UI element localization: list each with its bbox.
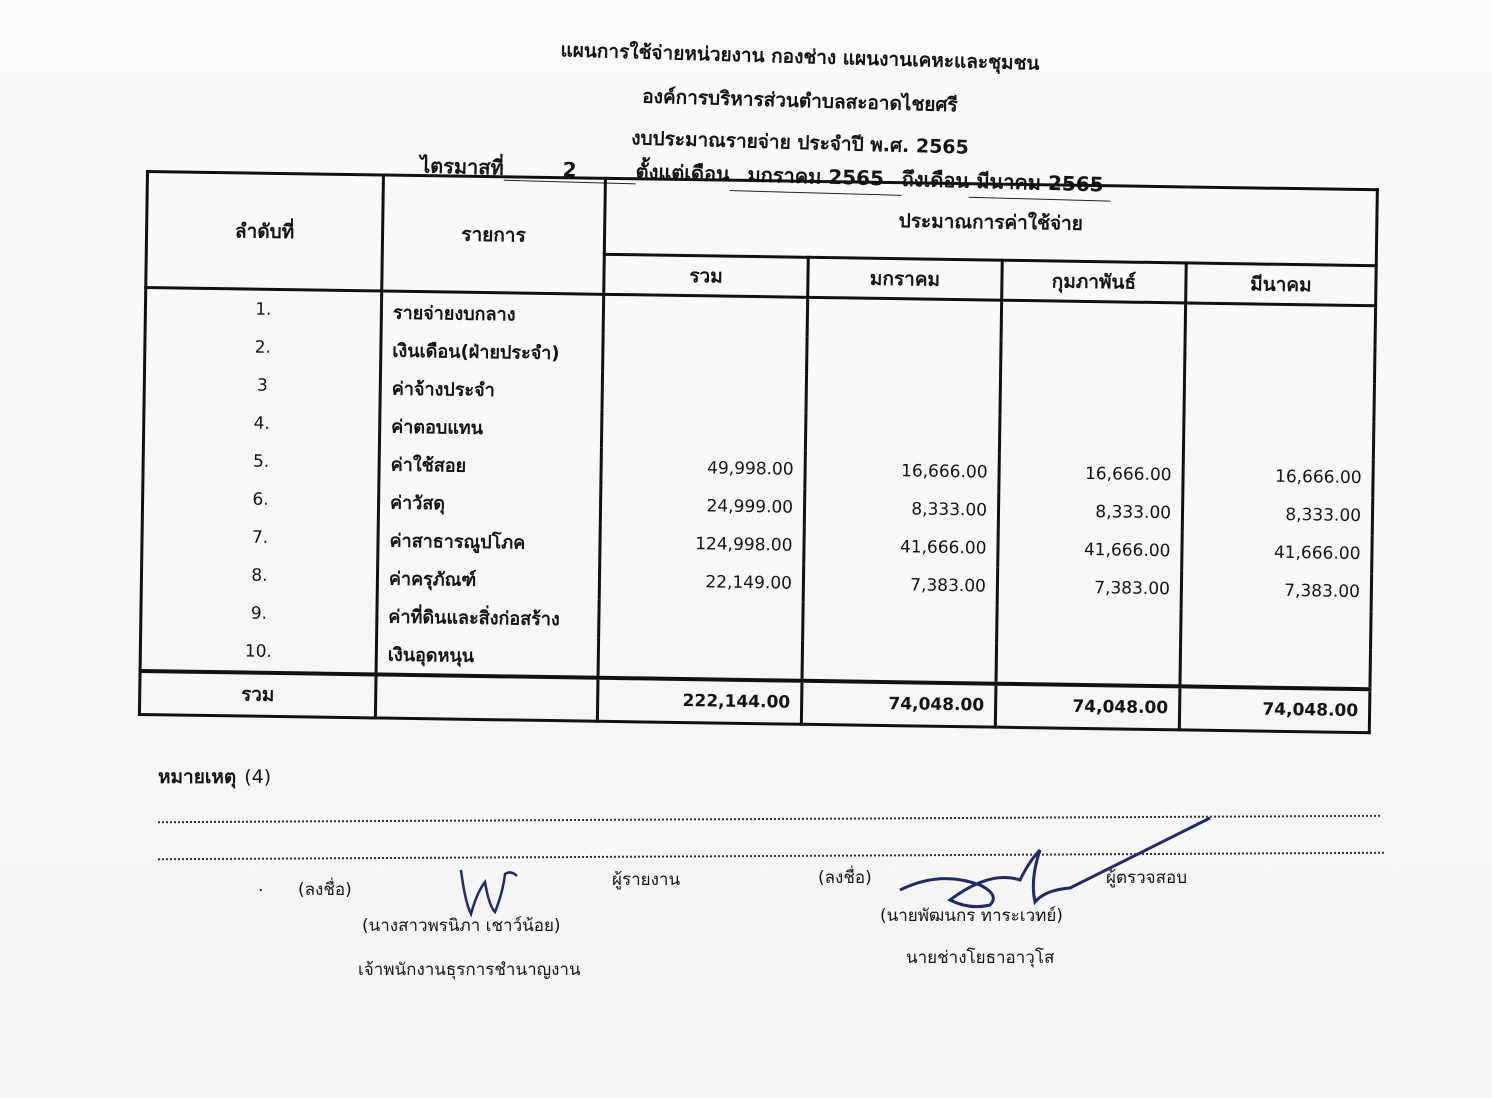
- row-feb: 7,383.00: [997, 568, 1182, 609]
- right-sign-label: (ลงชื่อ): [818, 868, 872, 888]
- total-sum: 222,144.00: [597, 678, 802, 725]
- row-jan: [805, 413, 1000, 454]
- col-header-index: ลำดับที่: [146, 172, 384, 291]
- total-jan: 74,048.00: [801, 681, 996, 727]
- left-name: (นางสาวพรนิภา เชาว์น้อย): [362, 916, 561, 936]
- row-feb: [1000, 378, 1185, 419]
- row-item: ค่าที่ดินและสิ่งก่อสร้าง: [377, 596, 600, 637]
- row-jan: 8,333.00: [804, 489, 999, 530]
- row-total: 24,999.00: [600, 486, 805, 527]
- sign-bullet: .: [258, 876, 264, 896]
- row-item: เงินอุดหนุน: [376, 634, 599, 677]
- col-header-mar: มีนาคม: [1186, 263, 1377, 306]
- row-item: ค่าครุภัณฑ์: [377, 558, 600, 599]
- row-feb: [1001, 340, 1186, 381]
- col-header-jan: มกราคม: [808, 257, 1003, 300]
- from-label: ตั้งแต่เดือน: [635, 159, 731, 187]
- row-mar: [1184, 380, 1375, 421]
- row-feb: [997, 606, 1182, 647]
- row-jan: 41,666.00: [804, 527, 999, 568]
- row-mar: [1184, 342, 1375, 383]
- row-mar: [1181, 608, 1372, 649]
- row-total: [598, 638, 803, 681]
- row-item: ค่าตอบแทน: [379, 406, 602, 447]
- to-value: มีนาคม 2565: [969, 165, 1112, 202]
- left-role: ผู้รายงาน: [612, 870, 681, 890]
- row-mar: 8,333.00: [1182, 494, 1373, 535]
- row-item: ค่าจ้างประจำ: [380, 369, 603, 410]
- quarter-value: 2: [503, 156, 636, 185]
- col-header-feb: กุมภาพันธ์: [1002, 260, 1187, 303]
- row-index: 6.: [142, 479, 379, 520]
- row-index: 8.: [141, 555, 378, 596]
- from-value: มกราคม 2565: [729, 158, 902, 196]
- row-total: [602, 372, 807, 413]
- col-header-estimate: ประมาณการค่าใช้จ่าย: [604, 178, 1377, 265]
- row-feb: 41,666.00: [998, 530, 1183, 571]
- left-title: เจ้าพนักงานธุรการชำนาญงาน: [358, 960, 581, 980]
- row-index: 1.: [145, 288, 382, 331]
- row-item: ค่าวัสดุ: [378, 482, 601, 523]
- total-feb: 74,048.00: [995, 684, 1180, 730]
- row-mar: 7,383.00: [1181, 570, 1372, 611]
- row-index: 5.: [143, 441, 380, 482]
- col-header-total: รวม: [604, 254, 809, 297]
- row-total: 22,149.00: [599, 562, 804, 603]
- row-jan: [807, 337, 1002, 378]
- row-total: [603, 294, 808, 337]
- row-mar: 16,666.00: [1183, 456, 1374, 497]
- header-budget-year: งบประมาณรายจ่าย ประจำปี พ.ศ. 2565: [630, 127, 970, 159]
- row-mar: [1185, 303, 1376, 345]
- total-mar: 74,048.00: [1179, 686, 1370, 732]
- left-sign-label: (ลงชื่อ): [298, 880, 352, 900]
- row-item: ค่าใช้สอย: [379, 444, 602, 485]
- remarks-value: (4): [244, 766, 272, 788]
- row-mar: [1183, 418, 1374, 459]
- right-title: นายช่างโยธาอาวุโส: [906, 948, 1055, 968]
- row-mar: [1180, 646, 1371, 689]
- row-feb: [996, 644, 1181, 687]
- row-jan: [802, 641, 997, 684]
- row-index: 4.: [143, 403, 380, 444]
- row-jan: 16,666.00: [805, 451, 1000, 492]
- header-organization: องค์การบริหารส่วนตำบลสะอาดไชยศรี: [642, 85, 958, 117]
- row-item: รายจ่ายงบกลาง: [381, 291, 604, 334]
- total-label: รวม: [139, 671, 376, 718]
- row-index: 2.: [145, 327, 382, 368]
- row-mar: 41,666.00: [1182, 532, 1373, 573]
- row-jan: [806, 375, 1001, 416]
- row-total: [599, 600, 804, 641]
- total-item-cell: [375, 674, 598, 721]
- budget-table-wrapper: [138, 170, 1376, 728]
- row-feb: [999, 416, 1184, 457]
- row-feb: [1001, 300, 1186, 342]
- right-name: (นายพัฒนกร ทาระเวทย์): [880, 906, 1063, 926]
- row-item: ค่าสาธารณูปโภค: [378, 520, 601, 561]
- row-index: 3: [144, 365, 381, 406]
- quarter-label: ไตรมาสที่: [419, 153, 505, 180]
- budget-table: [138, 170, 1379, 734]
- row-jan: 7,383.00: [803, 565, 998, 606]
- row-feb: 16,666.00: [999, 454, 1184, 495]
- remarks-label: หมายเหตุ: [158, 766, 237, 788]
- right-role: ผู้ตรวจสอบ: [1106, 868, 1188, 888]
- row-feb: 8,333.00: [998, 492, 1183, 533]
- col-header-item: รายการ: [382, 175, 606, 294]
- header-title: แผนการใช้จ่ายหน่วยงาน กองช่าง แผนงานเคหะและชุมชน: [560, 39, 1040, 75]
- row-index: 7.: [142, 517, 379, 558]
- remarks: [158, 762, 271, 792]
- row-total: 49,998.00: [601, 448, 806, 489]
- to-label: ถึงเดือน: [901, 166, 970, 193]
- row-item: เงินเดือน(ฝ่ายประจำ): [381, 331, 604, 372]
- row-jan: [803, 603, 998, 644]
- row-index: 10.: [140, 631, 377, 674]
- row-index: 9.: [141, 593, 378, 634]
- row-total: [601, 410, 806, 451]
- row-total: 124,998.00: [600, 524, 805, 565]
- row-jan: [807, 297, 1002, 339]
- row-total: [603, 334, 808, 375]
